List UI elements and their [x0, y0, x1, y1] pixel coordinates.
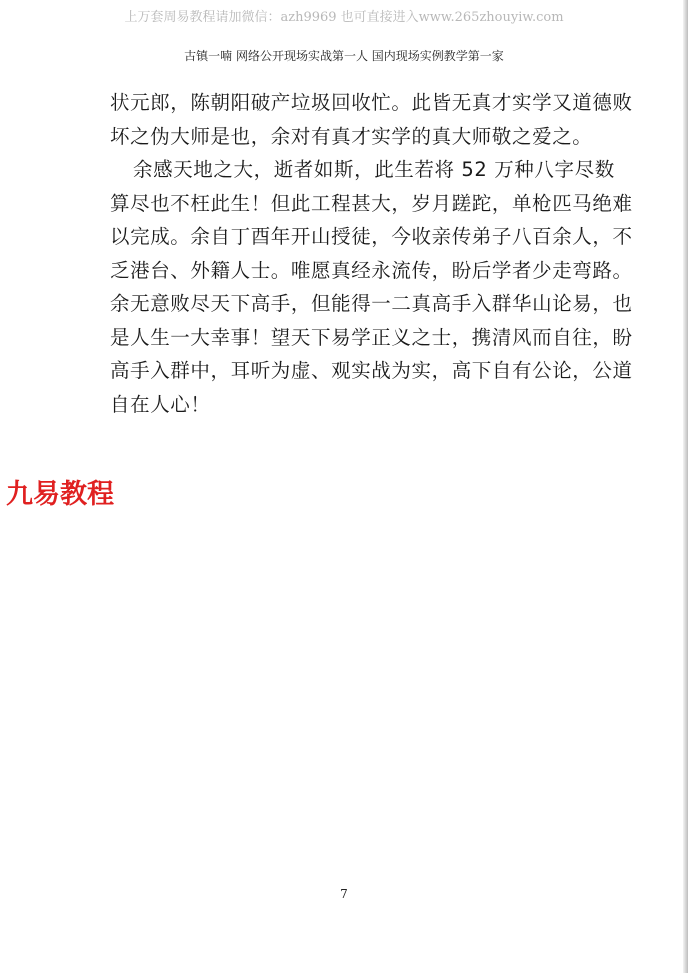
- page-number: 7: [340, 887, 348, 901]
- paragraph-1: [110, 86, 633, 153]
- text-line: 算尽也不枉此生！但此工程甚大，岁月蹉跎，单枪匹马绝难: [110, 191, 633, 215]
- text-line: 坏之伪大师是也，余对有真才实学的真大师敬之爱之。: [110, 124, 593, 148]
- text-line: 自在人心！: [110, 392, 211, 416]
- text-line: 是人生一大幸事！望天下易学正义之士，携清风而自往，盼: [110, 325, 633, 349]
- page-edge-shadow: [683, 0, 688, 973]
- running-header: 古镇一喃 网络公开现场实战第一人 国内现场实例教学第一家: [184, 49, 504, 63]
- text-line: 余感天地之大，逝者如斯，此生若将 52 万种八字尽数: [133, 158, 615, 181]
- watermark-banner: 上万套周易教程请加微信：azh9969 也可直接进入www.265zhouyiw.com: [124, 10, 564, 25]
- body-text: [110, 86, 633, 421]
- brand-stamp: 九易教程: [6, 479, 114, 510]
- text-line: 乏港台、外籍人士。唯愿真经永流传，盼后学者少走弯路。: [110, 258, 633, 282]
- paragraph-2: [110, 153, 633, 421]
- text-line: 高手入群中，耳听为虚、观实战为实，高下自有公论，公道: [110, 359, 633, 382]
- text-line: 余无意败尽天下高手，但能得一二真高手入群华山论易，也: [110, 292, 633, 315]
- text-line: 状元郎，陈朝阳破产垃圾回收忙。此皆无真才实学又道德败: [110, 91, 633, 114]
- text-line: 以完成。余自丁酉年开山授徒，今收亲传弟子八百余人，不: [110, 225, 633, 248]
